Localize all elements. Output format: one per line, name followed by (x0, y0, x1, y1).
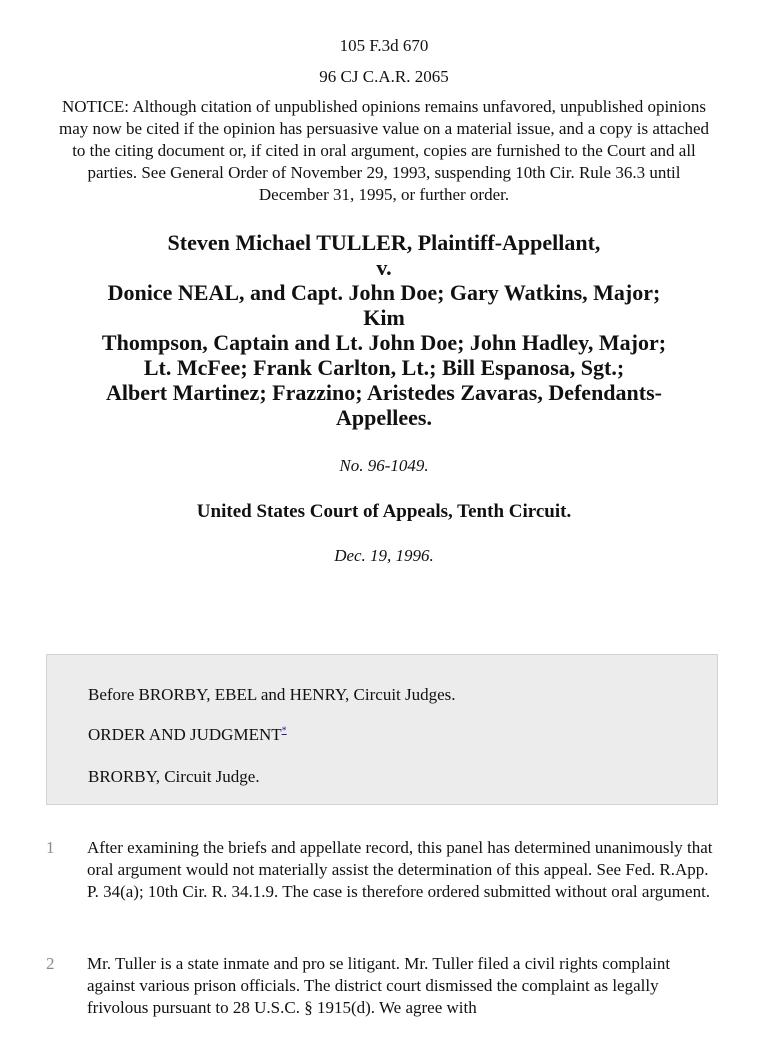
bench-info-box (46, 654, 718, 805)
unpublished-notice: NOTICE: Although citation of unpublished opinions remains unfavored, unpublished opinions may now be cited if the opinion has persuasive value on a material issue, and a copy is attached to the citing document or, if cited in oral argument, copies are furnished to the Court and all parties. See General Order of November 29, 1993, suspending 10th Cir. Rule 36.3 until December 31, 1995, or further order. (58, 97, 710, 204)
paragraph-text: Mr. Tuller is a state inmate and pro se litigant. Mr. Tuller filed a civil rights complaint against various prison officials. The district court dismissed the complaint as legally frivolous pursuant to 28 U.S.C. § 1915(d). We agree with (87, 954, 671, 1017)
caption-line: Albert Martinez; Frazzino; Aristedes Zavaras, Defendants- (106, 380, 662, 405)
parallel-citation: 96 CJ C.A.R. 2065 (319, 67, 449, 86)
caption-line: Lt. McFee; Frank Carlton, Lt.; Bill Espanosa, Sgt.; (143, 355, 625, 380)
caption-line: Appellees. (336, 405, 432, 430)
court-name: United States Court of Appeals, Tenth Circuit. (196, 501, 572, 522)
order-title: ORDER AND JUDGMENT (88, 725, 282, 744)
caption-line: Kim (363, 305, 405, 330)
case-caption (0, 230, 768, 430)
paragraph-text: After examining the briefs and appellate record, this panel has determined unanimously that oral argument would not materially assist the determination of this appeal. See Fed. R.App. P. 34(a); 10th Cir. R. 34.1.9. The case is therefore ordered submitted without oral argument. (87, 838, 713, 901)
order-heading (88, 724, 287, 746)
paragraph-number: 2 (46, 954, 55, 973)
caption-line: Donice NEAL, and Capt. John Doe; Gary Watkins, Major; (107, 280, 661, 305)
reporter-citation: 105 F.3d 670 (339, 36, 429, 55)
paragraph-number: 1 (46, 838, 55, 857)
opinion-author: BRORBY, Circuit Judge. (88, 767, 260, 786)
caption-line: Steven Michael TULLER, Plaintiff-Appellant, (167, 230, 601, 255)
opinion-page (0, 35, 768, 1017)
docket-number: No. 96-1049. (339, 456, 429, 475)
footnote-link[interactable]: * (281, 725, 287, 737)
panel-judges: Before BRORBY, EBEL and HENRY, Circuit Judges. (88, 685, 456, 704)
caption-line: v. (376, 255, 392, 280)
decision-date: Dec. 19, 1996. (334, 546, 434, 565)
caption-line: Thompson, Captain and Lt. John Doe; John Hadley, Major; (101, 330, 667, 355)
